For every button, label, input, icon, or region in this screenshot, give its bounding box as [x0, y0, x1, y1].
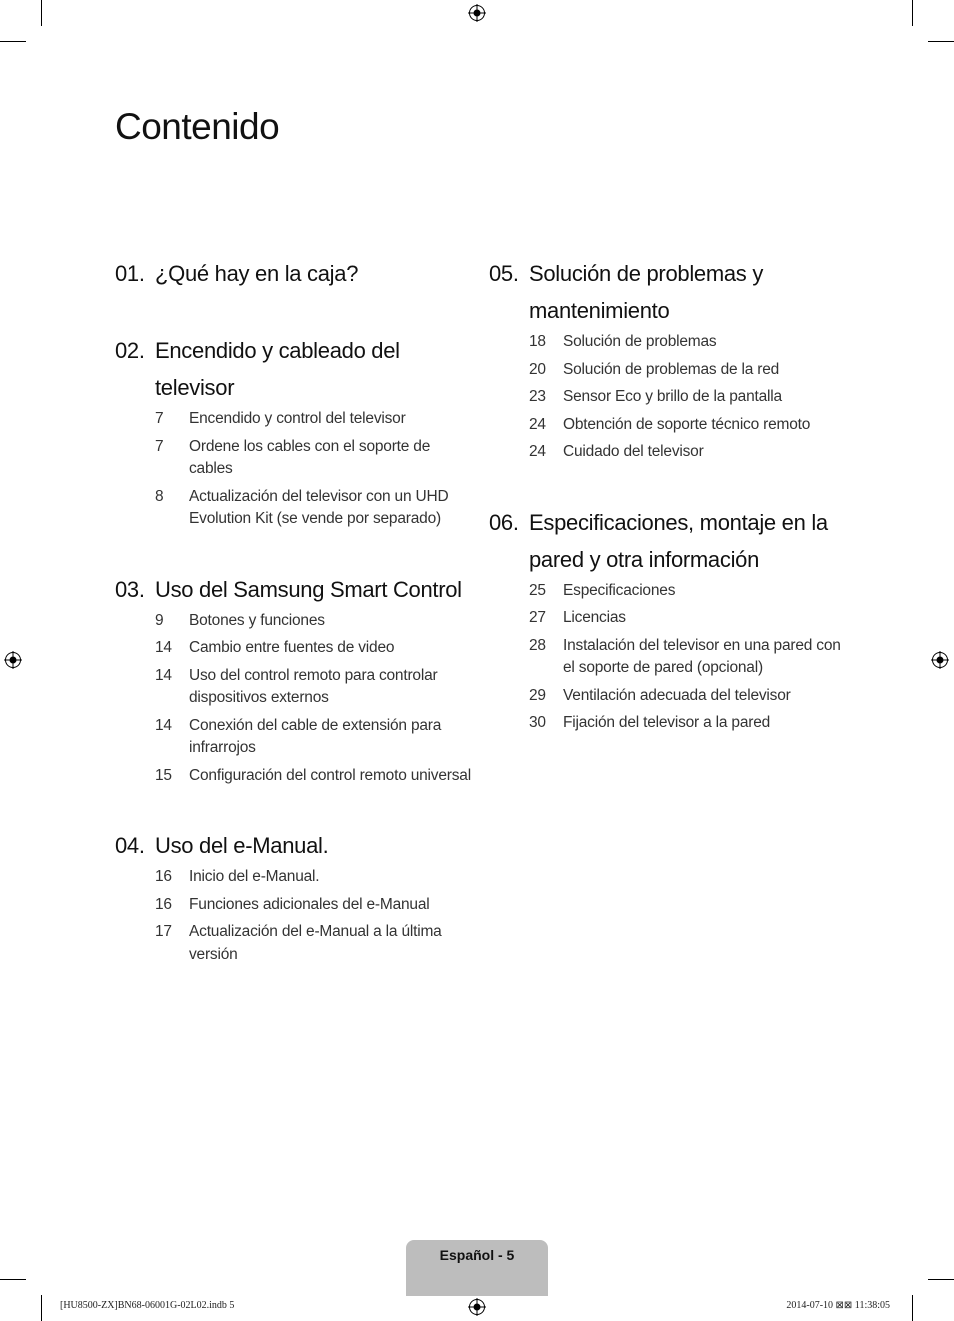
- page-number-tab: [406, 1240, 548, 1296]
- toc-item[interactable]: [155, 921, 475, 966]
- section-title: Solución de problemas y mantenimiento: [529, 261, 764, 323]
- toc-section-01: [115, 255, 475, 292]
- item-page-number: 14: [155, 666, 172, 684]
- item-page-number: 9: [155, 611, 164, 629]
- toc-item[interactable]: [529, 359, 849, 382]
- item-text: Fijación del televisor a la pared: [563, 714, 771, 731]
- item-text: Actualización del e-Manual a la última versión: [189, 923, 442, 963]
- toc-item[interactable]: [155, 486, 475, 531]
- item-page-number: 27: [529, 609, 546, 626]
- toc-item[interactable]: [529, 414, 849, 437]
- toc-item[interactable]: [529, 386, 849, 409]
- page-title: Contenido: [115, 106, 280, 147]
- item-page-number: 28: [529, 636, 546, 654]
- item-page-number: 14: [155, 639, 172, 656]
- toc-item[interactable]: [529, 712, 849, 735]
- section-title: Encendido y cableado del televisor: [155, 338, 400, 400]
- toc-item[interactable]: [529, 607, 849, 630]
- item-text: Ventilación adecuada del televisor: [563, 686, 791, 704]
- registration-mark-icon: [468, 4, 486, 22]
- section-heading[interactable]: [115, 255, 475, 292]
- toc-item[interactable]: [155, 894, 475, 917]
- item-text: Obtención de soporte técnico remoto: [563, 415, 811, 433]
- item-page-number: 8: [155, 487, 164, 505]
- page-number-label: Español - 5: [439, 1247, 515, 1263]
- section-number: 01.: [115, 261, 145, 286]
- item-page-number: 7: [155, 437, 164, 455]
- section-title: Especificaciones, montaje en la pared y otra información: [529, 509, 828, 572]
- item-text: Cambio entre fuentes de video: [189, 639, 395, 656]
- section-heading[interactable]: [115, 332, 475, 406]
- registration-mark-icon: [931, 651, 949, 669]
- item-page-number: 15: [155, 766, 172, 784]
- item-page-number: 16: [155, 895, 172, 913]
- toc-section-05: [489, 255, 849, 464]
- section-heading[interactable]: [115, 571, 475, 608]
- item-page-number: 16: [155, 868, 172, 885]
- item-text: Encendido y control del televisor: [189, 410, 406, 427]
- file-slug: [HU8500-ZX]BN68-06001G-02L02.indb 5: [60, 1300, 235, 1311]
- toc-item[interactable]: [155, 866, 475, 889]
- toc-section-03: [115, 571, 475, 788]
- item-page-number: 24: [529, 443, 546, 460]
- toc-item[interactable]: [529, 441, 849, 464]
- section-number: 06.: [489, 509, 519, 535]
- section-title: Uso del e-Manual.: [155, 833, 329, 858]
- item-page-number: 23: [529, 388, 546, 405]
- crop-mark-bottom-left: [0, 1279, 26, 1280]
- toc-section-06: [489, 504, 849, 735]
- toc-item-list: [155, 408, 475, 531]
- section-heading[interactable]: [489, 504, 849, 578]
- item-text: Actualización del televisor con un UHD Evolution Kit (se vende por separado): [189, 487, 449, 527]
- toc-item[interactable]: [155, 715, 475, 760]
- item-page-number: 14: [155, 716, 172, 734]
- registration-mark-icon: [468, 1298, 486, 1316]
- item-page-number: 18: [529, 333, 546, 350]
- section-heading[interactable]: [489, 255, 849, 329]
- section-number: 02.: [115, 338, 145, 363]
- toc-left-column: [115, 255, 475, 1006]
- toc-right-column: [489, 255, 849, 775]
- item-text: Instalación del televisor en una pared con el soporte de pared (opcional): [563, 636, 841, 676]
- print-timestamp: 2014-07-10 ⊠⊠ 11:38:05: [786, 1300, 890, 1311]
- crop-mark-bottom-left: [41, 1295, 42, 1321]
- item-text: Ordene los cables con el soporte de cables: [189, 437, 431, 477]
- item-page-number: 25: [529, 581, 546, 599]
- item-page-number: 7: [155, 410, 164, 427]
- crop-mark-bottom-right: [928, 1279, 954, 1280]
- toc-item[interactable]: [529, 580, 849, 603]
- toc-item[interactable]: [529, 685, 849, 708]
- item-page-number: 29: [529, 686, 546, 704]
- section-heading[interactable]: [115, 827, 475, 864]
- item-page-number: 17: [155, 923, 172, 940]
- toc-section-02: [115, 332, 475, 531]
- item-text: Conexión del cable de extensión para infrarrojos: [189, 716, 442, 756]
- section-number: 03.: [115, 576, 145, 602]
- item-text: Configuración del control remoto universal: [189, 766, 471, 784]
- item-text: Solución de problemas: [563, 333, 717, 350]
- crop-mark-top-left: [0, 41, 26, 42]
- toc-item[interactable]: [155, 665, 475, 710]
- item-page-number: 24: [529, 415, 546, 433]
- section-number: 04.: [115, 833, 145, 858]
- toc-item[interactable]: [155, 765, 475, 788]
- item-text: Uso del control remoto para controlar dispositivos externos: [189, 666, 438, 706]
- section-title: ¿Qué hay en la caja?: [155, 261, 359, 286]
- toc-item-list: [155, 866, 475, 966]
- toc-item[interactable]: [155, 436, 475, 481]
- crop-mark-top-left: [41, 0, 42, 26]
- crop-mark-top-right: [928, 41, 954, 42]
- crop-mark-bottom-right: [912, 1295, 913, 1321]
- item-text: Cuidado del televisor: [563, 443, 704, 460]
- item-page-number: 30: [529, 714, 546, 731]
- item-text: Sensor Eco y brillo de la pantalla: [563, 388, 782, 405]
- toc-item-list: [529, 580, 849, 735]
- toc-item[interactable]: [529, 635, 849, 680]
- toc-item[interactable]: [529, 331, 849, 354]
- toc-item-list: [155, 610, 475, 788]
- registration-mark-icon: [4, 651, 22, 669]
- toc-item[interactable]: [155, 637, 475, 660]
- crop-mark-top-right: [912, 0, 913, 26]
- toc-item[interactable]: [155, 408, 475, 431]
- item-text: Especificaciones: [563, 581, 676, 599]
- item-page-number: 20: [529, 360, 546, 378]
- item-text: Funciones adicionales del e-Manual: [189, 895, 430, 913]
- item-text: Inicio del e-Manual.: [189, 868, 320, 885]
- section-number: 05.: [489, 261, 519, 286]
- toc-item-list: [529, 331, 849, 464]
- section-title: Uso del Samsung Smart Control: [155, 576, 462, 602]
- toc-item[interactable]: [155, 610, 475, 633]
- item-text: Botones y funciones: [189, 611, 325, 629]
- item-text: Licencias: [563, 609, 626, 626]
- toc-section-04: [115, 827, 475, 966]
- item-text: Solución de problemas de la red: [563, 360, 780, 378]
